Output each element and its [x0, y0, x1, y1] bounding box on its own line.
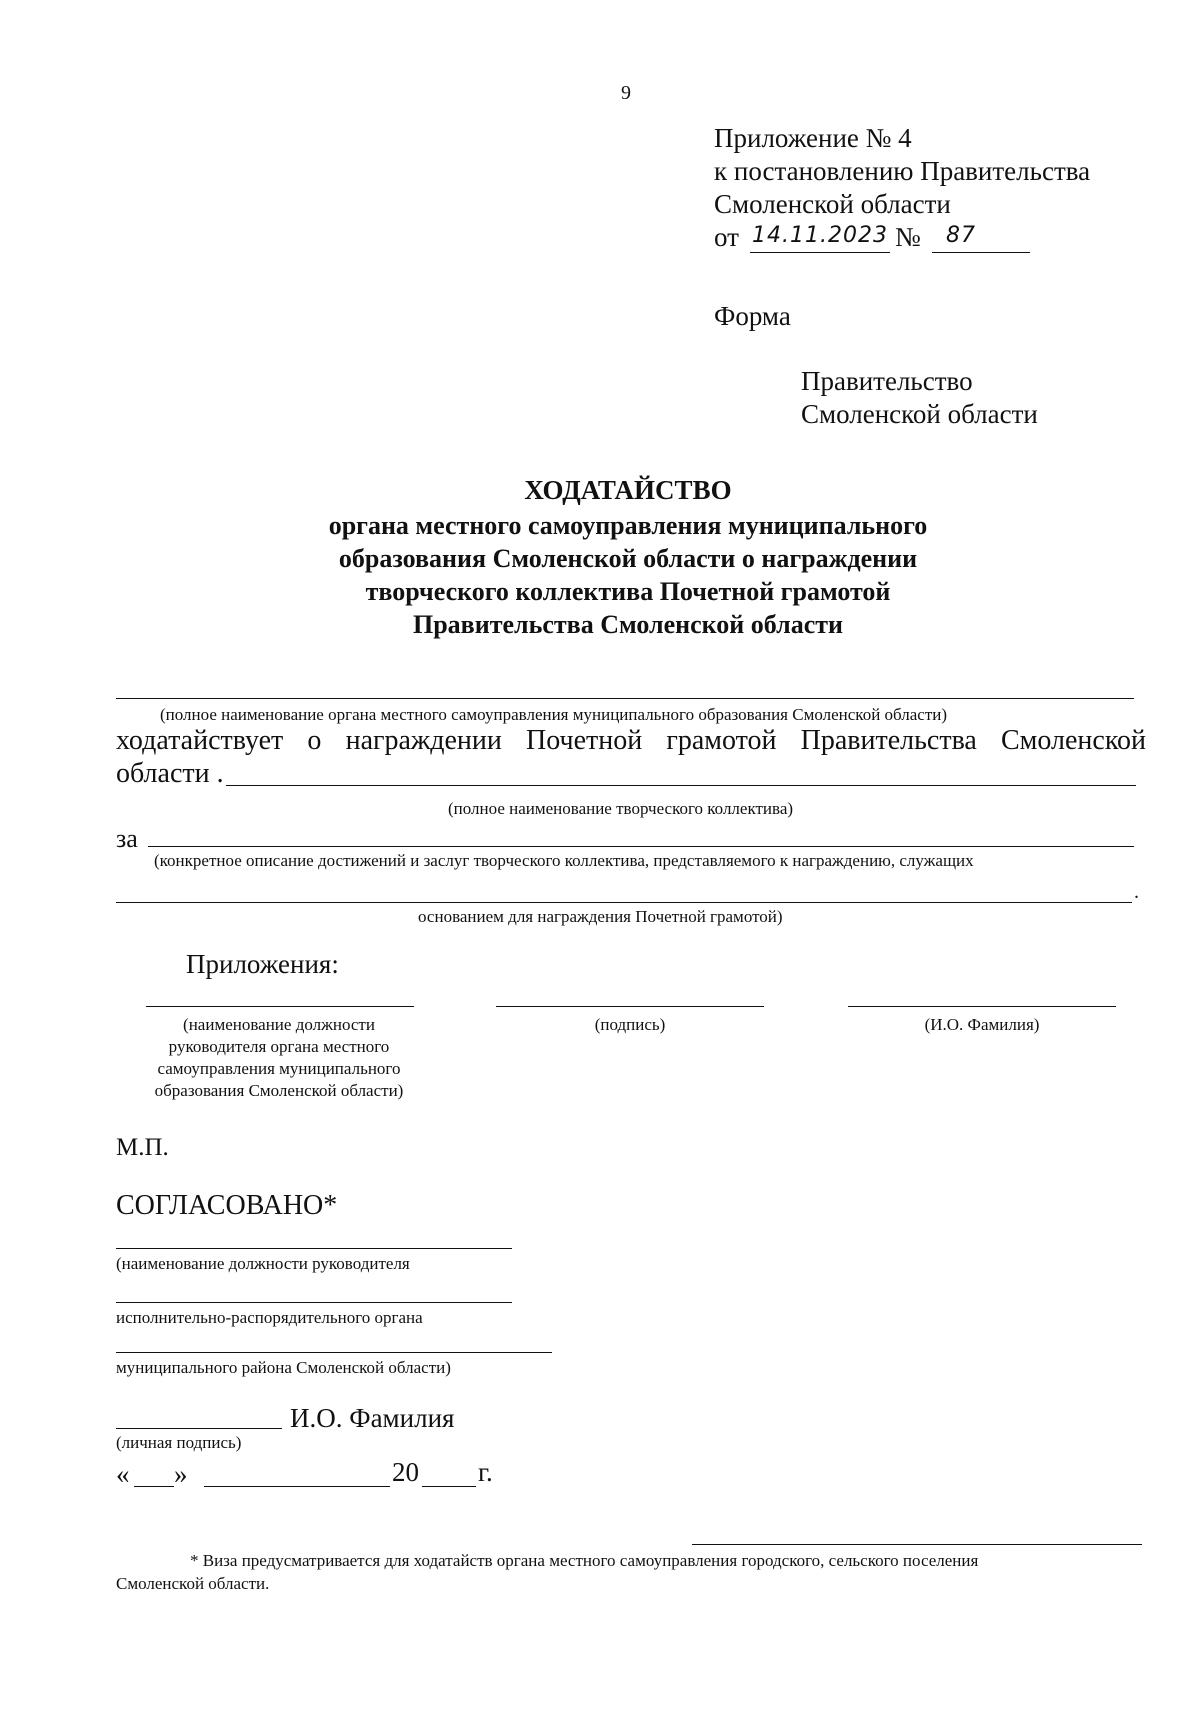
approval-heading: СОГЛАСОВАНО* — [116, 1190, 338, 1221]
achievements-field-line-1 — [148, 846, 1134, 847]
appendix-line-2: к постановлению Правительства — [714, 156, 1091, 186]
appendix-date-prefix: от — [714, 222, 739, 252]
collective-name-field-line — [226, 785, 1136, 786]
signature-field-line — [496, 1006, 764, 1007]
achievements-caption-2: основанием для награждения Почетной грамотой) — [418, 907, 783, 926]
date-open-quote: « — [116, 1459, 130, 1489]
handwritten-number: 87 — [946, 223, 976, 248]
approval-field-line-1 — [116, 1248, 512, 1249]
appendix-number-sign: № — [895, 222, 921, 252]
org-name-field-line — [116, 698, 1134, 699]
achievements-field-line-2 — [116, 902, 1132, 903]
addressee-line-1: Правительство — [801, 366, 973, 396]
year-suffix: г. — [478, 1457, 493, 1487]
signature-caption: (подпись) — [594, 1015, 666, 1034]
approval-name-placeholder: И.О. Фамилия — [290, 1403, 455, 1433]
footnote-line-2: Смоленской области. — [116, 1574, 270, 1593]
addressee-line-2: Смоленской области — [801, 399, 1038, 429]
day-field-line — [134, 1486, 174, 1487]
date-underline — [750, 252, 890, 253]
achievements-caption-1: (конкретное описание достижений и заслуг творческого коллектива, представляемого к награждению, служащих — [154, 851, 974, 870]
title-line-4: творческого коллектива Почетной грамотой — [365, 577, 891, 606]
title-line-5: Правительства Смоленской области — [412, 610, 843, 639]
position-field-line — [146, 1006, 414, 1007]
year-prefix: 20 — [392, 1457, 419, 1487]
title-line-1: ХОДАТАЙСТВО — [524, 475, 732, 505]
attachments-label: Приложения: — [186, 949, 339, 979]
position-caption-2: руководителя органа местного — [168, 1037, 390, 1056]
petition-line-2: области . — [116, 758, 224, 789]
for-label: за — [116, 824, 138, 853]
month-field-line — [204, 1486, 390, 1487]
handwritten-date: 14.11.2023 — [752, 223, 888, 248]
date-close-quote: » — [174, 1459, 188, 1489]
approval-caption-2: исполнительно-распорядительного органа — [116, 1308, 423, 1327]
name-field-line — [848, 1006, 1116, 1007]
approval-caption-3: муниципального района Смоленской области) — [116, 1358, 451, 1377]
personal-signature-line — [116, 1428, 282, 1429]
form-label: Форма — [714, 301, 791, 331]
footnote-line-1: * Виза предусматривается для ходатайств органа местного самоуправления городского, сельского поселения — [190, 1551, 979, 1570]
approval-field-line-3 — [116, 1352, 552, 1353]
collective-name-caption: (полное наименование творческого коллектива) — [448, 799, 794, 818]
approval-field-line-2 — [116, 1302, 512, 1303]
org-name-caption: (полное наименование органа местного самоуправления муниципального образования Смоленской области) — [160, 705, 948, 724]
period-mark: . — [1134, 881, 1139, 903]
personal-signature-caption: (личная подпись) — [116, 1433, 242, 1452]
page-number: 9 — [621, 82, 631, 104]
appendix-line-1: Приложение № 4 — [714, 123, 912, 153]
appendix-line-3: Смоленской области — [714, 189, 951, 219]
name-caption: (И.О. Фамилия) — [924, 1015, 1040, 1034]
position-caption-4: образования Смоленской области) — [154, 1081, 404, 1100]
footnote-separator — [692, 1544, 1142, 1545]
number-underline — [932, 252, 1030, 253]
petition-line-1: ходатайствует о награждении Почетной грамотой Правительства Смоленской — [116, 725, 1146, 756]
position-caption-1: (наименование должности — [183, 1015, 375, 1034]
title-line-2: органа местного самоуправления муниципального — [328, 511, 928, 540]
title-line-3: образования Смоленской области о награждении — [338, 544, 918, 573]
approval-caption-1: (наименование должности руководителя — [116, 1254, 410, 1273]
position-caption-3: самоуправления муниципального — [157, 1059, 401, 1078]
year-field-line — [422, 1486, 476, 1487]
seal-label: М.П. — [116, 1134, 169, 1161]
